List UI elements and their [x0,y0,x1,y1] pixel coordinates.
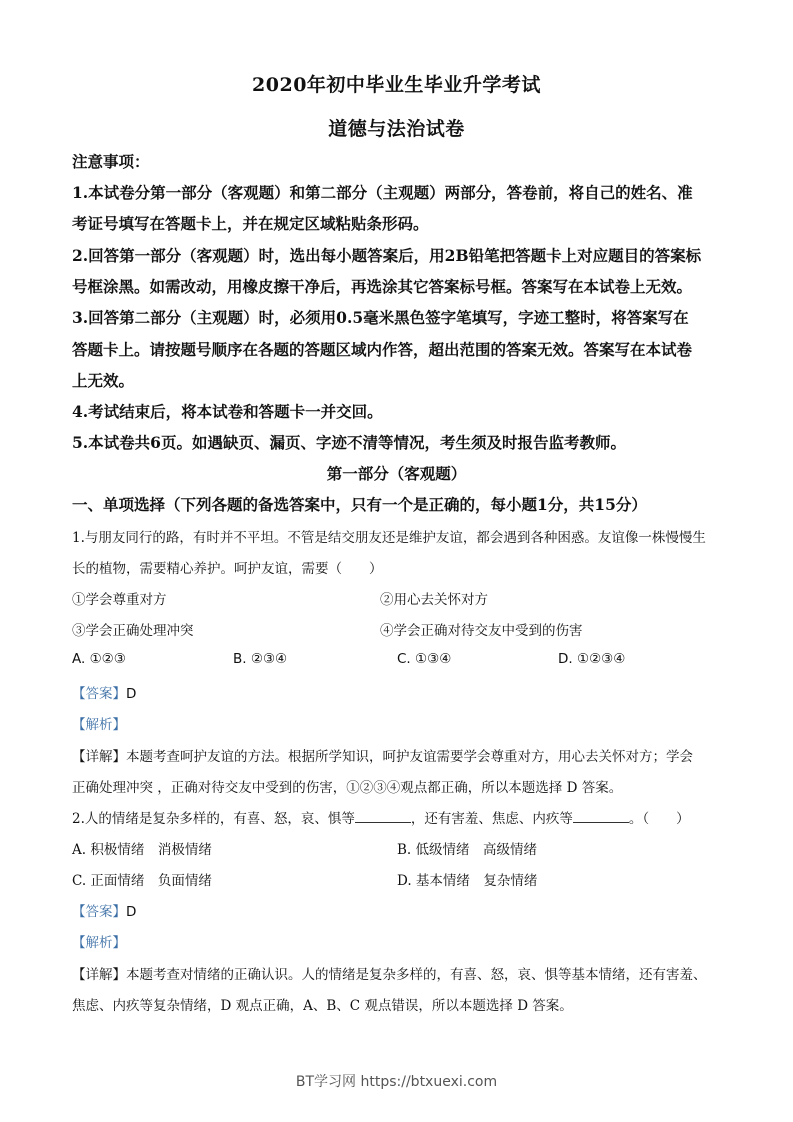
option-d: D. 基本情绪 复杂情绪 [397,873,538,889]
notice-line: 5.本试卷共6页。如遇缺页、漏页、字迹不清等情况，考生须及时报告监考教师。 [72,433,626,452]
option-c: C. 正面情绪 负面情绪 [72,873,212,889]
stem-text: 2.人的情绪是复杂多样的，有喜、怒，哀、惧等 [72,811,355,827]
answer-value: D [126,904,137,920]
statement: ④学会正确对待交友中受到的伤害 [380,623,583,639]
answer-value: D [126,686,137,702]
detail-line [72,963,722,983]
exam-subtitle: 道德与法治试卷 [328,118,465,140]
option-a: A. ①②③ [72,651,126,667]
statement: ②用心去关怀对方 [380,592,488,608]
detail-line: 正确处理冲突 ，正确对待交友中受到的伤害，①②③④观点都正确，所以本题选择 D 答案。 [72,780,623,796]
section1-heading: 一、单项选择（下列各题的备选答案中，只有一个是正确的，每小题1分，共15分） [72,495,647,514]
option-c: C. ①③④ [397,651,452,667]
answer-row [72,682,136,702]
exam-title: 2020年初中毕业生毕业升学考试 [252,74,541,96]
answer-label: 【答案】 [72,904,126,920]
notice-line: 上无效。 [72,371,135,390]
fill-blank [355,810,411,823]
detail-line: 焦虑、内疚等复杂情绪，D 观点正确，A、B、C 观点错误，所以本题选择 D 答案。 [72,998,573,1014]
answer-row [72,900,136,920]
analysis-label: 【解析】 [72,717,126,733]
notice-line: 答题卡上。请按题号顺序在各题的答题区域内作答，超出范围的答案无效。答案写在本试卷 [72,340,693,359]
detail-line [72,745,722,765]
question-stem: 长的植物，需要精心养护。呵护友谊，需要（ ） [72,561,383,577]
notice-line: 3.回答第二部分（主观题）时，必须用0.5毫米黑色签字笔填写，字迹工整时，将答案写在 [72,308,689,327]
detail-label: 【详解】 [72,967,126,983]
notice-line: 号框涂黑。如需改动，用橡皮擦干净后，再选涂其它答案标号框。答案写在本试卷上无效。 [72,277,693,296]
option-b: B. ②③④ [233,651,288,667]
notice-line: 1.本试卷分第一部分（客观题）和第二部分（主观题）两部分，答卷前，将自己的姓名、准 [72,183,693,202]
statement: ③学会正确处理冲突 [72,623,194,639]
statement: ①学会尊重对方 [72,592,167,608]
question-stem: 1.与朋友同行的路，有时并不平坦。不管是结交朋友还是维护友谊，都会遇到各种困惑。友谊像一株慢慢生 [72,530,706,546]
notice-line: 考证号填写在答题卡上，并在规定区域粘贴条形码。 [72,214,429,233]
stem-text: 。（ ） [628,811,690,827]
footer-watermark: BT学习网 https://btxuexi.com [295,1074,498,1090]
detail-label: 【详解】 [72,749,126,765]
stem-text: ，还有害羞、焦虑、内疚等 [410,811,573,827]
detail-text: 本题考查对情绪的正确认识。人的情绪是复杂多样的，有喜、怒，哀、惧等基本情绪，还有害羞、 [126,967,707,983]
notice-heading: 注意事项： [72,152,150,171]
option-a: A. 积极情绪 消极情绪 [72,842,212,858]
detail-text: 本题考查呵护友谊的方法。根据所学知识，呵护友谊需要学会尊重对方，用心去关怀对方；学会 [126,749,693,765]
fill-blank [573,810,629,823]
analysis-label: 【解析】 [72,935,126,951]
answer-label: 【答案】 [72,686,126,702]
part1-heading: 第一部分（客观题） [326,464,467,483]
notice-line: 4.考试结束后，将本试卷和答题卡一并交回。 [72,402,383,421]
question-stem [72,807,722,827]
option-d: D. ①②③④ [558,651,626,667]
option-b: B. 低级情绪 高级情绪 [397,842,538,858]
notice-line: 2.回答第一部分（客观题）时，选出每小题答案后，用2B铅笔把答题卡上对应题目的答案标 [72,246,702,265]
